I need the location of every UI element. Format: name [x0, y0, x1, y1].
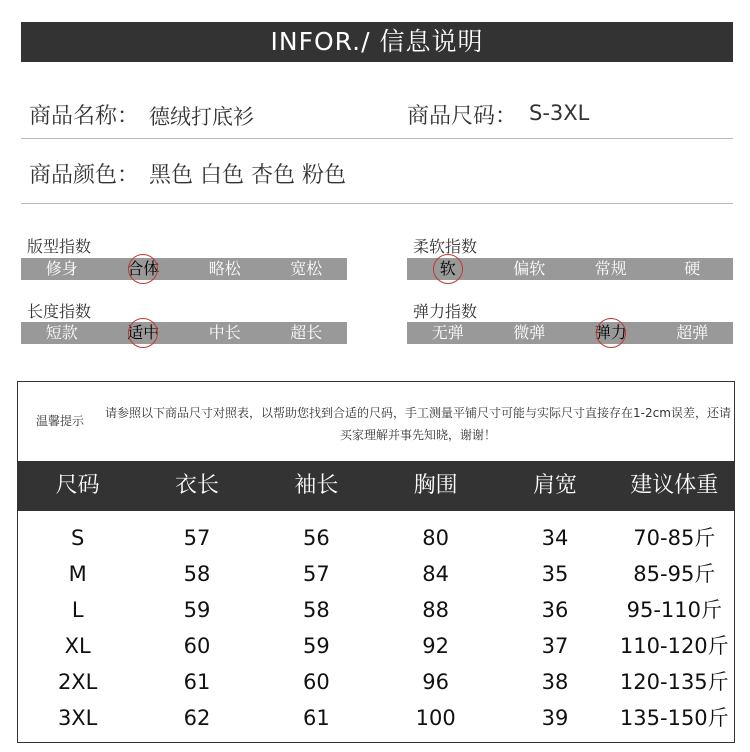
table-cell: 3XL	[57, 706, 98, 730]
table-row	[18, 520, 734, 556]
table-cell: 80	[422, 526, 450, 550]
elasticity-option: 微弹	[513, 323, 546, 342]
fit-option: 修身	[45, 259, 78, 278]
table-cell: 85-95斤	[633, 562, 716, 586]
table-cell: 110-120斤	[619, 634, 729, 658]
table-cell: 57	[302, 562, 330, 586]
softness-index-bar	[407, 258, 733, 280]
table-cell: 34	[541, 526, 569, 550]
tip-text: 请参照以下商品尺寸对照表，以帮助您找到合适的尺码，手工测量平铺尺寸可能与实际尺寸直接存在1-2cm误差，还请买家理解并事先知晓，谢谢！	[105, 406, 731, 442]
table-row	[18, 700, 734, 736]
length-option: 超长	[290, 323, 323, 342]
table-cell: 120-135斤	[619, 670, 729, 694]
size-label: 商品尺码：	[407, 104, 518, 129]
length-option: 中长	[208, 323, 241, 342]
fit-option: 合体	[103, 258, 185, 280]
elasticity-option: 弹力	[570, 322, 652, 344]
elasticity-index-bar	[407, 322, 733, 344]
table-cell: 88	[422, 598, 450, 622]
fit-index-title: 版型指数	[27, 237, 92, 256]
column-header: 建议体重	[630, 473, 719, 498]
info-row-name-size	[21, 88, 733, 139]
softness-option: 常规	[594, 259, 627, 278]
fit-option: 略松	[208, 259, 241, 278]
table-row	[18, 556, 734, 592]
table-cell: 35	[541, 562, 569, 586]
table-cell: 100	[415, 706, 456, 730]
softness-option: 偏软	[513, 259, 546, 278]
elasticity-index-title: 弹力指数	[413, 302, 478, 321]
table-cell: 60	[302, 670, 330, 694]
softness-option: 硬	[684, 259, 701, 278]
table-cell: 39	[541, 706, 569, 730]
table-cell: 58	[183, 562, 211, 586]
table-cell: 58	[302, 598, 330, 622]
softness-index-title: 柔软指数	[413, 237, 478, 256]
column-header: 衣长	[174, 473, 219, 498]
selected-marker-icon	[433, 254, 463, 284]
elasticity-option: 超弹	[676, 323, 709, 342]
table-row	[18, 628, 734, 664]
color-value: 黑色 白色 杏色 粉色	[149, 163, 346, 188]
table-cell: M	[68, 562, 87, 586]
column-header: 袖长	[294, 473, 339, 498]
table-cell: XL	[64, 634, 91, 658]
softness-option: 软	[407, 258, 489, 280]
tip-label: 温馨提示	[36, 414, 85, 428]
name-value: 德绒打底衫	[149, 105, 254, 129]
selected-marker-icon	[128, 254, 158, 284]
table-cell: 57	[183, 526, 211, 550]
selected-marker-icon	[596, 318, 626, 348]
selected-marker-icon	[128, 318, 158, 348]
table-cell: 62	[183, 706, 211, 730]
table-cell: 96	[422, 670, 450, 694]
elasticity-option: 无弹	[431, 323, 464, 342]
length-option: 短款	[45, 323, 78, 342]
table-cell: 60	[183, 634, 211, 658]
table-cell: 61	[183, 670, 211, 694]
length-option: 适中	[103, 322, 185, 344]
size-value: S-3XL	[529, 101, 590, 125]
table-row	[18, 664, 734, 700]
table-row	[18, 592, 734, 628]
table-cell: 61	[302, 706, 330, 730]
size-table-header	[18, 461, 734, 511]
table-cell: 59	[183, 598, 211, 622]
table-cell: 38	[541, 670, 569, 694]
table-cell: 84	[422, 562, 450, 586]
table-cell: 59	[302, 634, 330, 658]
length-index-title: 长度指数	[27, 302, 92, 321]
column-header: 肩宽	[532, 473, 577, 498]
length-index-bar	[21, 322, 347, 344]
table-cell: 37	[541, 634, 569, 658]
name-label: 商品名称：	[29, 104, 140, 129]
size-table	[17, 381, 735, 743]
size-table-body	[18, 520, 734, 736]
table-cell: 36	[541, 598, 569, 622]
table-cell: 92	[422, 634, 450, 658]
color-label: 商品颜色：	[29, 163, 140, 188]
table-cell: 95-110斤	[626, 598, 722, 622]
table-cell: 70-85斤	[633, 526, 716, 550]
table-cell: S	[70, 526, 85, 550]
table-cell: 56	[302, 526, 330, 550]
column-header: 尺码	[55, 473, 100, 498]
column-header: 胸围	[413, 473, 458, 498]
table-cell: L	[71, 598, 84, 622]
fit-option: 宽松	[290, 259, 323, 278]
table-cell: 2XL	[57, 670, 98, 694]
info-row-color	[21, 145, 733, 204]
fit-index-bar	[21, 258, 347, 280]
table-cell: 135-150斤	[619, 706, 729, 730]
info-header: INFOR./ 信息说明	[21, 22, 733, 62]
